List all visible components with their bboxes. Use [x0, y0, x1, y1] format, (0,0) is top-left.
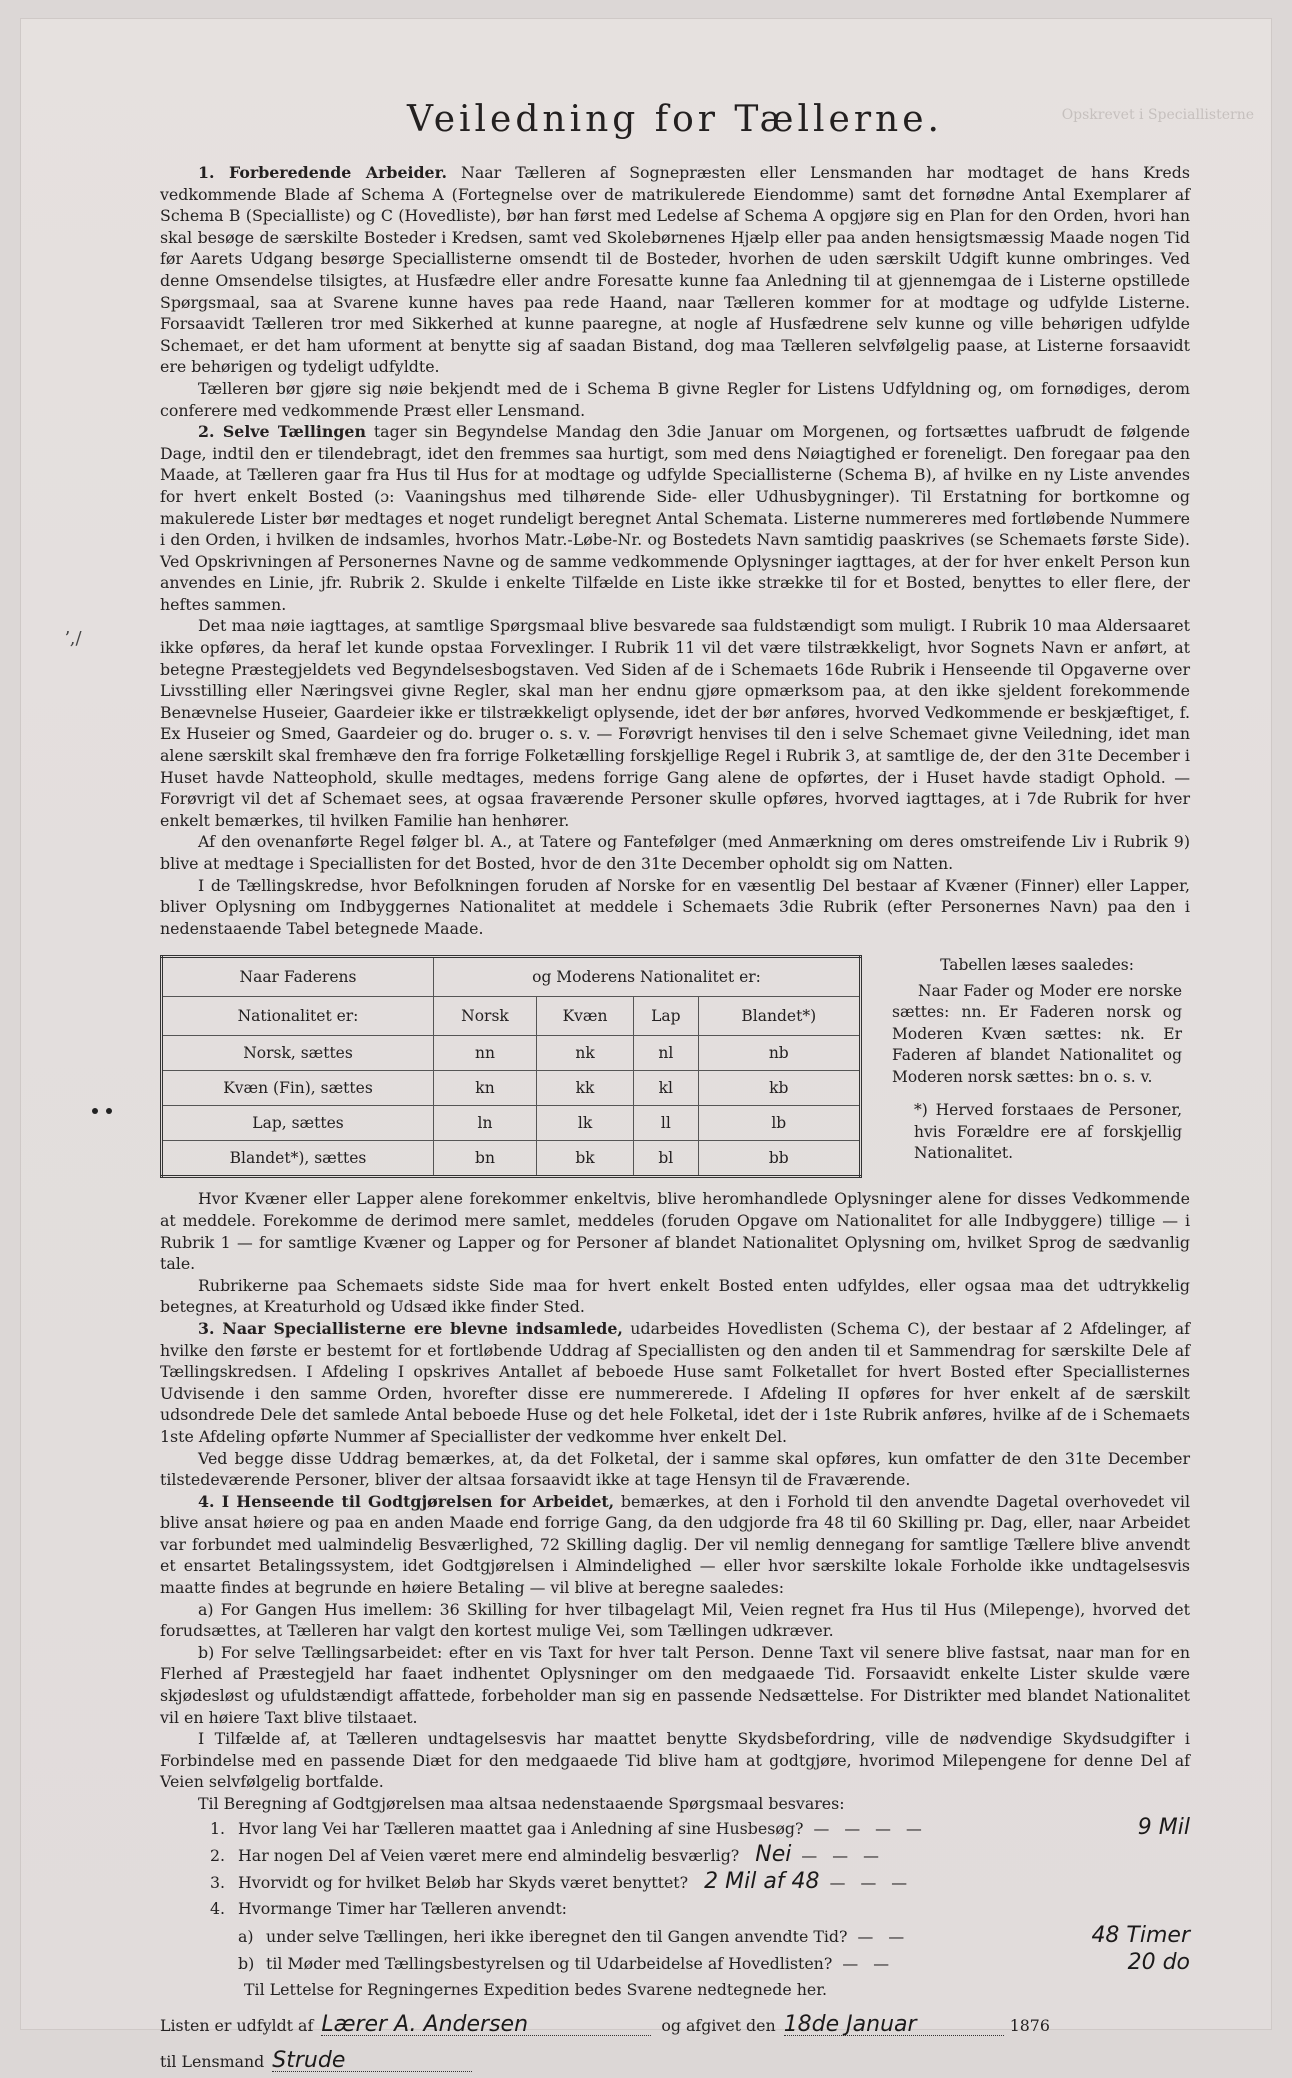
- paragraph: [160, 1491, 1190, 1599]
- nationality-block: [160, 955, 1190, 1178]
- cell: nb: [698, 1036, 860, 1071]
- document-content: [160, 78, 1190, 2078]
- paragraph-text: Af den ovenanførte Regel følger bl. A., at Tatere og Fantefølger (med Anmærkning om deres omstreifende Liv i Rubrik 9) blive at medtage i Speciallisten for det Bosted, hvor de den 31te December opholdt sig om Natten.: [160, 832, 1190, 873]
- question-text: Hvorvidt og for hvilket Beløb har Skyds været benyttet?: [238, 1872, 689, 1892]
- cell: ln: [434, 1106, 537, 1141]
- table-legend-body: Naar Fader og Moder ere norske sættes: nn. Er Faderen norsk og Moderen Kvæn sættes: nk. Er Faderen af blandet Nationalitet og Moderen norsk sættes: bn o. s. v.: [892, 981, 1182, 1086]
- paragraph: [160, 1599, 1190, 1642]
- handwritten-answer: 20 do: [1127, 1949, 1190, 1975]
- cell: nn: [434, 1036, 537, 1071]
- question-row: [210, 1868, 1190, 1898]
- paragraph: [160, 831, 1190, 874]
- paragraph-text: Det maa nøie iagttages, at samtlige Spørgsmaal blive besvarede saa fuldstændigt som muligt. I Rubrik 10 maa Aldersaaret ikke opføres, da heraf let kunde opstaa Forvexlinger. I Rubrik 11 vil det være tilstrækkeligt, hvor Sognets Navn er anført, at betegne Præstegjeldets ved Begyndelsesbogstaven. Ved Siden af de i Schemaets 16de Rubrik i Henseende til Opgaverne over Livsstilling eller Næringsvei givne Regler, skal man her endnu gjøre opmærksom paa, at den ikke sjeldent forekommende Benævnelse Huseier, Gaardeier ikke er tilstrækkeligt oplysende, idet der bør anføres, hvorved Vedkommende er beskjæftiget, f. Ex Huseier og Smed, Gaardeier og do. bruger o. s. v. — Forøvrigt henvises til den i selve Schemaet givne Veiledning, idet man alene særskilt skal fremhæve den fra forrige Folketælling forskjellige Regel i Rubrik 3, at samtlige de, der den 31te December i Huset havde Natteophold, skulle medtages, medens forrige Gang alene de opførtes, der i Huset havde stadigt Ophold. — Forøvrigt vil det af Schemaet sees, at ogsaa fraværende Personer skulle opføres, hvorved iagttages, at i 7de Rubrik for hver enkelt bemærkes, til hvilken Familie han henhører.: [160, 616, 1190, 830]
- paragraph: [160, 1642, 1190, 1728]
- section-heading: 1. Forberedende Arbeider.: [198, 163, 447, 182]
- table-legend-title: Tabellen læses saaledes:: [940, 956, 1134, 975]
- closing-note-row: [210, 1979, 1190, 2006]
- row-label: Kvæn (Fin), sættes: [162, 1071, 434, 1106]
- signature-prefix: Listen er udfyldt af: [160, 2015, 314, 2035]
- page-title: Veiledning for Tællerne.: [407, 99, 943, 140]
- nationality-table: [160, 955, 862, 1178]
- question-row: [210, 1949, 1190, 1979]
- paragraph: [160, 1188, 1190, 1274]
- ink-dot: [106, 1108, 112, 1114]
- question-text: Hvormange Timer har Tælleren anvendt:: [238, 1898, 567, 1918]
- paragraph: [160, 1728, 1190, 1793]
- paragraph-text: Naar Tælleren af Sognepræsten eller Lensmanden har modtaget de hans Kreds vedkommende Blade af Schema A (Fortegnelse over de matrikulerede Eiendomme) samt det fornødne Antal Exemplarer af Schema B (Specialliste) og C (Hovedliste), bør han først med Ledelse af Schema A opgjøre sig en Plan for den Orden, hvori han skal besøge de særskilte Bosteder i Kredsen, samt ved Skolebørnenes Hjælp eller paa anden hensigtsmæssig Maade nogen Tid før Aarets Udgang besørge Speciallisterne omsendt til de Bosteder, hvorhen de uden særskilt Udgift kunne ombringes. Ved denne Omsendelse tilsigtes, at Husfædre eller andre Foresatte kunne faa Anledning til at gjennemgaa de i Listerne opstillede Spørgsmaal, saa at Svarene kunne haves paa rede Haand, naar Tælleren kommer for at modtage og udfylde Listerne. Forsaavidt Tælleren tror med Sikkerhed at kunne paaregne, at nogle af Husfædrene selv kunne og ville behørigen udfylde Schemaet, er det ham uforment at benytte sig af saadan Bistand, dog maa Tælleren selvfølgelig paase, at Listerne forsaavidt ere behørigen og tydeligt udfyldte.: [160, 163, 1190, 377]
- question-row: [210, 1898, 1190, 1925]
- question-text: til Møder med Tællingsbestyrelsen og til Udarbeidelse af Hovedlisten?: [266, 1953, 833, 1973]
- paragraph: [160, 1318, 1190, 1448]
- table-row: [162, 1106, 861, 1141]
- signature-mid: og afgivet den: [661, 2015, 776, 2035]
- dash-filler: — — —: [791, 1845, 879, 1865]
- question-number: a): [238, 1926, 254, 1946]
- cell: kl: [634, 1071, 698, 1106]
- col-head: Kvæn: [536, 997, 633, 1036]
- question-number: 3.: [210, 1872, 226, 1892]
- reverse-bleed-text: Opskrevet i Speciallisterne: [1061, 107, 1254, 123]
- document-page: [20, 18, 1272, 2073]
- paragraph-text: Ved begge disse Uddrag bemærkes, at, da det Folketal, der i samme skal opføres, kun omfatter de den 31te December tilstedeværende Personer, bliver der altsaa forsaavidt ikke at tage Hensyn til de Fraværende.: [160, 1448, 1190, 1490]
- cell: lk: [536, 1106, 633, 1141]
- table-row: [162, 1071, 861, 1106]
- paragraph: [160, 615, 1190, 831]
- dash-filler: — — —: [819, 1872, 908, 1892]
- col-head: Lap: [634, 997, 698, 1036]
- paragraph-text: udarbeides Hovedlisten (Schema C), der bestaar af 2 Afdelinger, af hvilke den første er bestemt for et fortløbende Uddrag af Speciallisten og den anden til et Sammendrag for særskilte Dele af Tællingskredsen. I Afdeling I opskrives Antallet af beboede Huse samt Folketallet for hvert Bosted efter Speciallisternes Udvisende i den samme Orden, hvorefter disse ere nummererede. I Afdeling II opføres for hver enkelt af de særskilt udsondrede Dele det samlede Antal beboede Huse og det hele Folketal, idet der i 1ste Rubrik anføres, hvilke af de i Schemaets 1ste Afdeling opførte Nummer af Speciallister der vedkomme hver enkelt Del.: [160, 1318, 1190, 1446]
- paragraph-text: Hvor Kvæner eller Lapper alene forekommer enkeltvis, blive heromhandlede Oplysninger alene for disses Vedkommende at meddele. Forekomme de derimod mere samlet, meddeles (foruden Opgave om Nationalitet for alle Indbyggere) tillige — i Rubrik 1 — for samtlige Kvæner og Lapper og for Personer af blandet Nationalitet Oplysning om, hvilket Sprog de sædvanlig tale.: [160, 1189, 1190, 1274]
- margin-mark: ʼ,/: [64, 628, 82, 649]
- section-heading: 2. Selve Tællingen: [198, 422, 366, 442]
- mother-head: og Moderens Nationalitet er:: [434, 957, 861, 997]
- cell: kb: [698, 1071, 860, 1106]
- father-head-2: Nationalitet er:: [162, 997, 434, 1036]
- paragraph-text: Rubrikerne paa Schemaets sidste Side maa for hvert enkelt Bosted enten udfyldes, eller ogsaa maa det udtrykkelig betegnes, at Kreaturhold og Udsæd ikke finder Sted.: [160, 1275, 1190, 1317]
- father-head-1: Naar Faderens: [162, 957, 434, 997]
- dash-filler: — —: [832, 1953, 900, 1973]
- section-heading: 4. I Henseende til Godtgjørelsen for Arbeidet,: [198, 1491, 615, 1511]
- question-row: [210, 1922, 1190, 1952]
- row-label: Blandet*), sættes: [162, 1141, 434, 1177]
- question-number: 4.: [210, 1898, 226, 1918]
- table-row: [162, 1036, 861, 1071]
- paragraph: [160, 1793, 1190, 1815]
- cell: kn: [434, 1071, 537, 1106]
- col-head: Blandet*): [698, 997, 860, 1036]
- handwritten-answer: 2 Mil af 48: [704, 1868, 820, 1894]
- paragraph-text: tager sin Begyndelse Mandag den 3die Januar om Morgenen, og fortsættes uafbrudt de følgende Dage, indtil den er tilendebragt, idet den fremmes saa hurtigt, som med dens Nøiagtighed er foreneligt. Den foregaar paa den Maade, at Tælleren gaar fra Hus til Hus for at modtage og udfylde Speciallisterne (Schema B), af hvilke en ny Liste anvendes for hvert enkelt Bosted (ɔ: Vaaningshus med tilhørende Side- eller Udhusbygninger). Til Erstatning for bortkomne og makulerede Lister bør medtages et noget rundeligt beregnet Antal Schemata. Listerne nummereres med fortløbende Nummere i den Orden, i hvilken de indsamles, hvorhos Matr.-Løbe-Nr. og Bostedets Navn samtidig paaskrives (se Schemaets første Side). Ved Opskrivningen af Personernes Navne og de samme vedkommende Oplysninger iagttages, at der for hver enkelt Person kun anvendes en Linie, jfr. Rubrik 2. Skulde i enkelte Tilfælde en Liste ikke strække til for et Bosted, benyttes to eller flere, der heftes sammen.: [160, 422, 1190, 614]
- question-number: b): [238, 1953, 255, 1973]
- lensmand-name: Strude: [272, 2050, 472, 2073]
- question-text: under selve Tællingen, heri ikke iberegnet den til Gangen anvendte Tid?: [266, 1926, 848, 1946]
- paragraph-text: I de Tællingskredse, hvor Befolkningen foruden af Norske for en væsentlig Del bestaar af Kvæner (Finner) eller Lapper, bliver Oplysning om Indbyggernes Nationalitet at meddele i Schemaets 3die Rubrik (efter Personernes Navn) paa den i nedenstaaende Tabel betegnede Maade.: [160, 875, 1190, 938]
- question-text: Har nogen Del af Veien været mere end almindelig besværlig?: [238, 1845, 740, 1865]
- lensmand-line: [160, 2047, 1190, 2078]
- lensmand-label: til Lensmand: [160, 2051, 265, 2071]
- cell: nk: [536, 1036, 633, 1071]
- enumerator-name: Lærer A. Andersen: [321, 2014, 651, 2037]
- paragraph: [160, 421, 1190, 615]
- col-head: Norsk: [434, 997, 537, 1036]
- paragraph-text: I Tilfælde af, at Tælleren undtagelsesvis har maattet benytte Skydsbefordring, ville de nødvendige Skydsudgifter i Forbindelse med en passende Diæt for den medgaaede Tid blive ham at godtgjøre, hvorimod Milepengene for denne Del af Veien selvfølgelig bortfalde.: [160, 1729, 1190, 1792]
- cell: ll: [634, 1106, 698, 1141]
- paragraph-text: b) For selve Tællingsarbeidet: efter en vis Taxt for hver talt Person. Denne Taxt vil senere blive fastsat, naar man for en Flerhed af Præstegjeld har faaet indhentet Oplysninger om den medgaaede Tid. Forsaavidt enkelte Lister skulde være skjødesløst og ufuldstændigt affattede, forbeholder man sig en passende Nedsættelse. For Distrikter med blandet Nationalitet vil en høiere Taxt blive tilstaaet.: [160, 1642, 1190, 1727]
- paragraph-text: bemærkes, at den i Forhold til den anvendte Dagetal overhovedet vil blive ansat høiere og paa en anden Maade end forrige Gang, da den udgjorde fra 48 til 60 Skilling pr. Dag, eller, naar Arbeidet var forbundet med ualmindelig Besværlighed, 72 Skilling daglig. Der vil nemlig dennegang for samtlige Tællere blive anvendt et ensartet Betalingssystem, idet Godtgjørelsen i Almindelighed — eller hvor særskilte lokale Forholde ikke undtagelsesvis maatte findes at begrunde en høiere Betaling — vil blive at beregne saaledes:: [160, 1491, 1190, 1598]
- question-number: 1.: [210, 1818, 226, 1838]
- cell: lb: [698, 1106, 860, 1141]
- ink-dot: [92, 1108, 98, 1114]
- question-row: [210, 1841, 1190, 1871]
- closing-note: Til Lettelse for Regningernes Expedition bedes Svarene nedtegnede her.: [244, 1979, 828, 1999]
- table-footnote: *) Herved forstaaes de Personer, hvis Forældre ere af forskjellig Nationalitet.: [914, 1101, 1182, 1163]
- question-row: [210, 1814, 1190, 1844]
- handwritten-answer: 9 Mil: [1137, 1814, 1190, 1840]
- paragraph: [160, 378, 1190, 421]
- paragraph-text: Til Beregning af Godtgjørelsen maa altsaa nedenstaaende Spørgsmaal besvares:: [198, 1794, 845, 1813]
- paragraph-text: Tælleren bør gjøre sig nøie bekjendt med de i Schema B givne Regler for Listens Udfyldning og, om fornødiges, derom conferere med vedkommende Præst eller Lensmand.: [160, 378, 1190, 420]
- question-text: Hvor lang Vei har Tælleren maattet gaa i Anledning af sine Husbesøg?: [238, 1818, 804, 1838]
- paragraph: [160, 162, 1190, 378]
- section-heading: 3. Naar Speciallisterne ere blevne indsamlede,: [198, 1318, 623, 1338]
- handwritten-answer: Nei: [755, 1841, 792, 1867]
- table-row: [162, 1141, 861, 1177]
- instructions-part-2: [160, 1188, 1190, 1814]
- cell: bl: [634, 1141, 698, 1177]
- signature-line: [160, 2011, 1190, 2042]
- paragraph: [160, 875, 1190, 940]
- paragraph-text: a) For Gangen Hus imellem: 36 Skilling for hver tilbagelagt Mil, Veien regnet fra Hus til Hus (Milepenge), hvorved det forudsættes, at Tælleren har valgt den kortest mulige Vei, som Tællingen udkræver.: [160, 1599, 1190, 1641]
- cell: bb: [698, 1141, 860, 1177]
- row-label: Norsk, sættes: [162, 1036, 434, 1071]
- instructions-part-1: [160, 162, 1190, 939]
- cell: kk: [536, 1071, 633, 1106]
- row-label: Lap, sættes: [162, 1106, 434, 1141]
- paragraph: [160, 1275, 1190, 1318]
- cell: bk: [536, 1141, 633, 1177]
- delivery-date: 18de Januar: [784, 2014, 1004, 2037]
- handwritten-answer: 48 Timer: [1091, 1922, 1190, 1948]
- dash-filler: — —: [847, 1926, 915, 1946]
- table-legend: [892, 955, 1182, 1165]
- cell: bn: [434, 1141, 537, 1177]
- cell: nl: [634, 1036, 698, 1071]
- question-number: 2.: [210, 1845, 226, 1865]
- year: 1876: [1009, 2015, 1050, 2035]
- paragraph: [160, 1448, 1190, 1491]
- dash-filler: — — — —: [803, 1818, 932, 1838]
- question-list: [160, 1814, 1190, 2006]
